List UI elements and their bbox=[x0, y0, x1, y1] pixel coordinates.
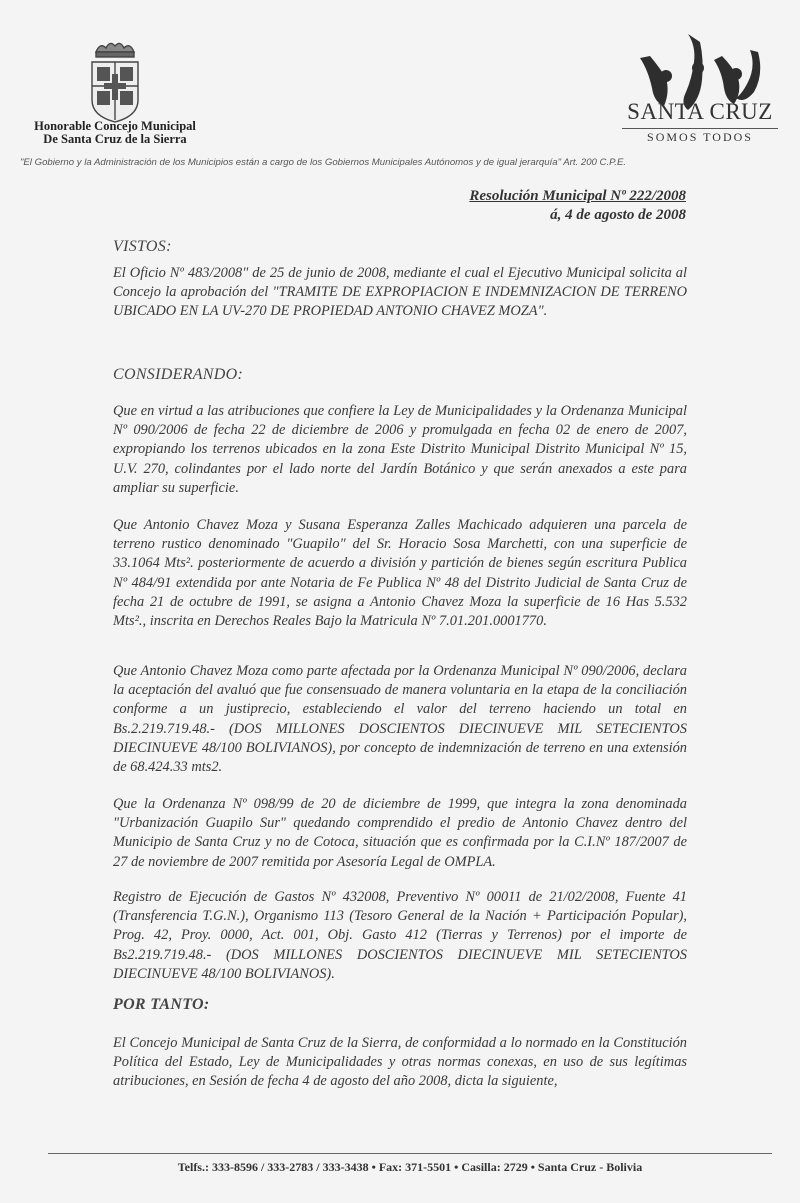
considerando-paragraph-2: Que Antonio Chavez Moza y Susana Esperanza Zalles Machicado adquieren una parcela de terreno rustico denominado "Guapilo" del Sr. Horacio Sosa Marchetti, con una superficie de 33.1064 Mts². posteriormente de acuerdo a división y partición de bienes según escritura Publica Nº 484/91 extendida por ante Notaria de Fe Publica Nº 48 del Distrito Judicial de Santa Cruz de fecha 21 de octubre de 1991, se asigna a Antonio Chavez Moza la superficie de 16 Has 5.532 Mts²., inscrita en Derechos Reales Bajo la Matricula Nº 7.01.201.0001770. bbox=[113, 517, 687, 630]
portanto-paragraph: El Concejo Municipal de Santa Cruz de la Sierra, de conformidad a lo normado en la Constitución Política del Estado, Ley de Municipalidades y otras normas conexas, en uso de sus legítimas atribuciones, en Sesión de fecha 4 de agosto del año 2008, dicta la siguiente, bbox=[113, 1035, 687, 1090]
vistos-paragraph: El Oficio Nº 483/2008" de 25 de junio de 2008, mediante el cual el Ejecutivo Municipal solicita al Concejo la aprobación del "TRAMITE DE EXPROPIACION E INDEMNIZACION DE TERRENO UBICADO EN LA UV-270 DE PROPIEDAD ANTONIO CHAVEZ MOZA". bbox=[113, 265, 687, 320]
footer-divider bbox=[48, 1153, 772, 1154]
considerando-paragraph-4: Que la Ordenanza Nº 098/99 de 20 de diciembre de 1999, que integra la zona denominada "Urbanización Guapilo Sur" quedando comprendido el predio de Antonio Chavez dentro del Municipio de Santa Cruz y no de Cotoca, situación que es confirmada por la C.I.Nº 187/2007 de 27 de noviembre de 2007 remitida por Asesoría Legal de OMPLA. bbox=[113, 796, 687, 870]
santa-cruz-logo-name: SANTA CRUZ bbox=[627, 99, 773, 124]
considerando-heading: CONSIDERANDO: bbox=[113, 366, 244, 383]
council-name bbox=[28, 120, 202, 146]
resolution-date: á, 4 de agosto de 2008 bbox=[550, 207, 686, 223]
considerando-paragraph-1: Que en virtud a las atribuciones que confiere la Ley de Municipalidades y la Ordenanza Municipal Nº 090/2006 de fecha 22 de diciembre de 2006 y promulgada en fecha 02 de enero de 2007, expropiando los terrenos ubicados en la zona Este Distrito Municipal Distrito Municipal Nº 15, U.V. 270, colindantes por el lado norte del Jardín Botánico y que serán anexados a este para ampliar su superficie. bbox=[113, 403, 687, 496]
santa-cruz-logo-motto: SOMOS TODOS bbox=[622, 128, 778, 144]
resolution-title: Resolución Municipal Nº 222/2008 bbox=[469, 188, 686, 204]
footer-contact: Telfs.: 333-8596 / 333-2783 / 333-3438 • Fax: 371-5501 • Casilla: 2729 • Santa Cruz - Bolivia bbox=[177, 1160, 643, 1174]
considerando-paragraph-5: Registro de Ejecución de Gastos Nº 432008, Preventivo Nº 00011 de 21/02/2008, Fuente 41 (Transferencia T.G.N.), Organismo 113 (Tesoro General de la Nación + Participación Popular), Prog. 42, Proy. 0000, Act. 001, Obj. Gasto 412 (Tierras y Terrenos) por el importe de Bs2.219.719.48.- (DOS MILLONES DOSCIENTOS DIECINUEVE MIL SETECIENTOS DIECINUEVE 48/100 BOLIVIANOS). bbox=[113, 889, 687, 982]
coat-of-arms-icon bbox=[86, 38, 144, 124]
portanto-heading: POR TANTO: bbox=[113, 996, 210, 1013]
vistos-heading: VISTOS: bbox=[113, 238, 172, 255]
constitution-quote: "El Gobierno y la Administración de los Municipios están a cargo de los Gobiernos Municipales Autónomos y de igual jerarquía" Art. 200 C.P.E. bbox=[20, 157, 627, 168]
considerando-paragraph-3: Que Antonio Chavez Moza como parte afectada por la Ordenanza Municipal Nº 090/2006, declara la aceptación del avaluó que fue consensuado de manera voluntaria en la etapa de la conciliación conforme a un justiprecio, estableciendo el valor del terreno haciendo un total en Bs.2.219.719.48.- (DOS MILLONES DOSCIENTOS DIECINUEVE MIL SETECIENTOS DIECINUEVE 48/100 BOLIVIANOS), por concepto de indemnización de terreno en una extensión de 68.424.33 mts2. bbox=[113, 663, 687, 776]
council-name-line1: Honorable Concejo Municipal bbox=[34, 119, 196, 133]
council-name-line2: De Santa Cruz de la Sierra bbox=[43, 132, 187, 146]
